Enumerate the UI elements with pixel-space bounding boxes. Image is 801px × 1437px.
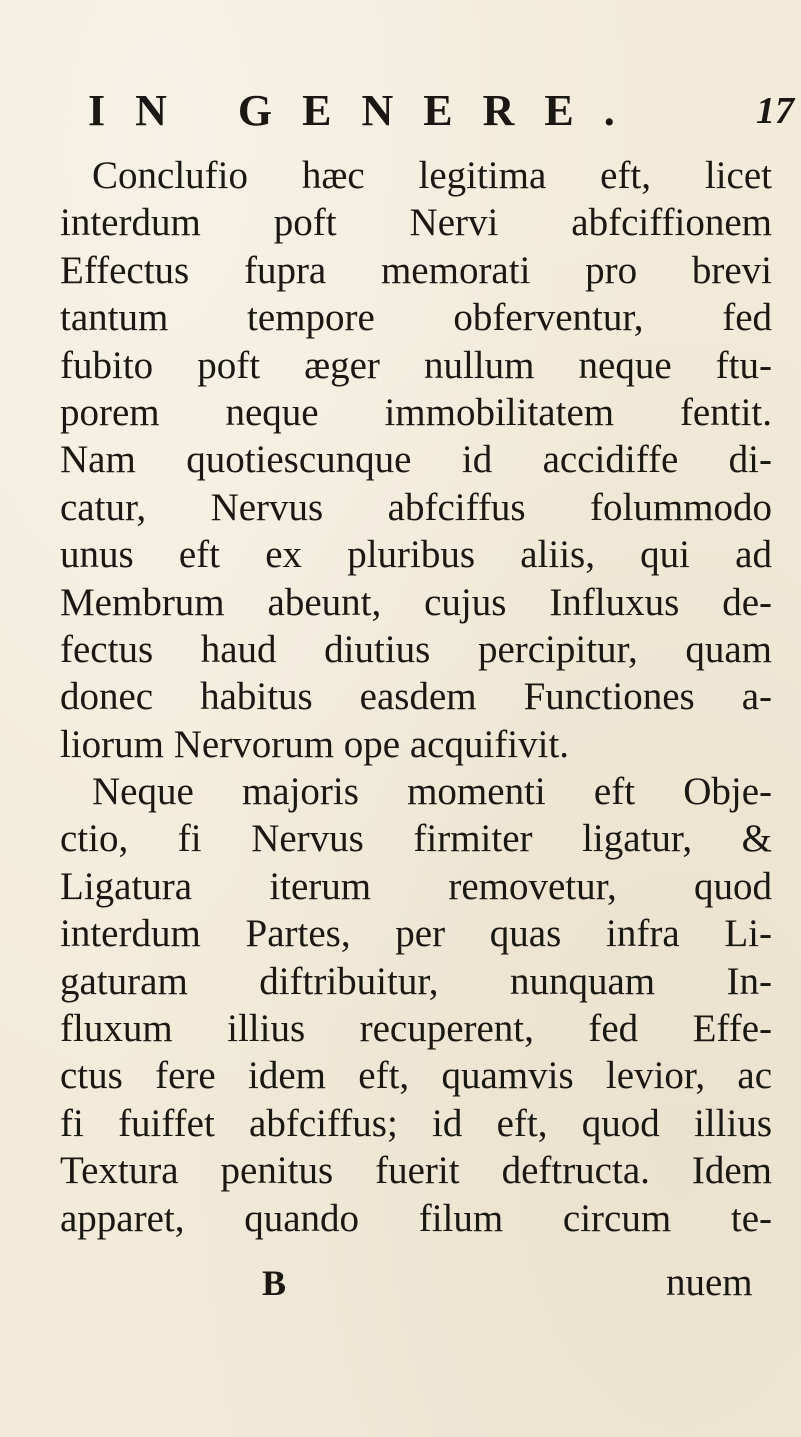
page-header — [0, 86, 801, 136]
text-line: fectus haud diutius percipitur, quam — [60, 627, 772, 671]
text-line: liorum Nervorum ope acquifivit. — [60, 722, 570, 766]
text-line: tantum tempore obferventur, fed — [60, 296, 772, 340]
text-line: Neque majoris momenti eft Obje- — [92, 770, 772, 814]
text-line: Membrum abeunt, cujus Influxus de- — [60, 580, 772, 624]
text-line: Conclufio hæc legitima eft, licet — [92, 154, 772, 197]
text-line: interdum Partes, per quas infra Li- — [60, 912, 772, 956]
text-line: fluxum illius recuperent, fed Effe- — [60, 1007, 772, 1051]
text-line: Effectus fupra memorati pro brevi — [60, 248, 772, 292]
text-line: fubito poft æger nullum neque ftu- — [60, 343, 772, 387]
body-text — [60, 152, 772, 1242]
catchword: nuem — [666, 1261, 753, 1304]
page-footer — [0, 1258, 801, 1308]
text-line: apparet, quando filum circum te- — [60, 1196, 772, 1240]
text-line: unus eft ex pluribus aliis, qui ad — [60, 533, 772, 577]
text-line: porem neque immobilitatem fentit. — [60, 390, 772, 434]
text-line: catur, Nervus abfciffus folummodo — [60, 485, 772, 529]
page-number: 17 — [756, 90, 794, 132]
text-line: ctio, fi Nervus firmiter ligatur, & — [60, 817, 772, 861]
text-line: ctus fere idem eft, quamvis levior, ac — [60, 1054, 772, 1098]
running-head: IN GENERE. — [88, 86, 645, 135]
text-line: Textura penitus fuerit deftructa. Idem — [60, 1149, 772, 1193]
text-line: donec habitus easdem Functiones a- — [60, 675, 772, 719]
signature-mark: B — [262, 1263, 287, 1303]
text-line: Nam quotiescunque id accidiffe di- — [60, 438, 772, 482]
text-line: gaturam diftribuitur, nunquam In- — [60, 959, 772, 1003]
text-line: interdum poft Nervi abfciffionem — [60, 201, 772, 245]
text-line: Ligatura iterum removetur, quod — [60, 864, 772, 908]
text-line: fi fuiffet abfciffus; id eft, quod illius — [60, 1101, 772, 1145]
